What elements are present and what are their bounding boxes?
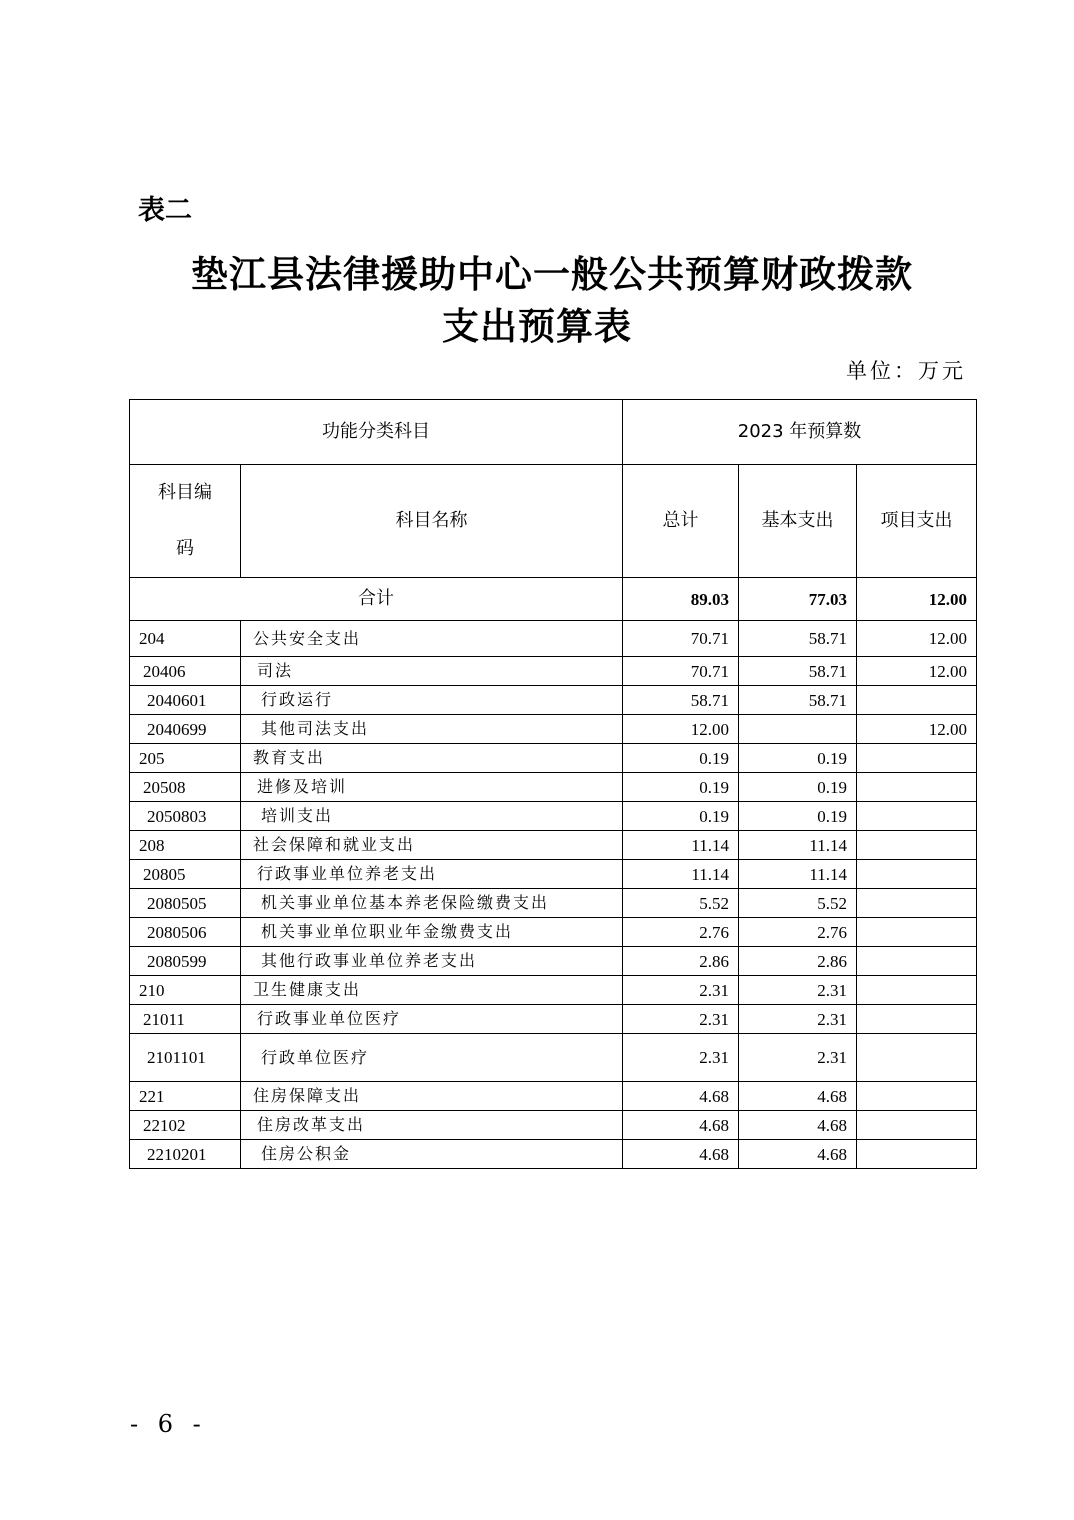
row-project: 12.00: [857, 621, 977, 657]
row-basic: 2.31: [739, 1034, 857, 1082]
row-basic: 4.68: [739, 1082, 857, 1111]
row-total: 2.86: [623, 947, 739, 976]
row-project: [857, 918, 977, 947]
row-basic: 58.71: [739, 657, 857, 686]
page-subtitle: 支出预算表: [442, 304, 632, 348]
row-name: 机关事业单位基本养老保险缴费支出: [241, 889, 623, 918]
header-total: 总计: [623, 465, 739, 578]
table-row: [130, 918, 977, 947]
row-basic: 11.14: [739, 860, 857, 889]
table-row: [130, 621, 977, 657]
row-basic: 2.31: [739, 1005, 857, 1034]
row-code: 20508: [130, 773, 241, 802]
table-row: [130, 1082, 977, 1111]
row-total: 0.19: [623, 802, 739, 831]
header-row-2: [130, 465, 977, 578]
header-budget-year: 2023 年预算数: [623, 400, 977, 465]
row-project: [857, 1140, 977, 1169]
table-row: [130, 1140, 977, 1169]
table-row: [130, 802, 977, 831]
row-basic: 4.68: [739, 1111, 857, 1140]
row-name: 培训支出: [241, 802, 623, 831]
unit-label: 单位：万元: [846, 359, 966, 383]
header-code: 科目编码: [130, 465, 241, 578]
row-name: 机关事业单位职业年金缴费支出: [241, 918, 623, 947]
row-total: 70.71: [623, 621, 739, 657]
row-code: 20805: [130, 860, 241, 889]
row-total: 12.00: [623, 715, 739, 744]
row-name: 行政事业单位养老支出: [241, 860, 623, 889]
header-function-category: 功能分类科目: [130, 400, 623, 465]
row-name: 社会保障和就业支出: [241, 831, 623, 860]
summary-basic: 77.03: [739, 578, 857, 621]
row-name: 行政单位医疗: [241, 1034, 623, 1082]
row-code: 205: [130, 744, 241, 773]
row-basic: 2.86: [739, 947, 857, 976]
row-name: 司法: [241, 657, 623, 686]
row-basic: 5.52: [739, 889, 857, 918]
row-code: 208: [130, 831, 241, 860]
table-row: [130, 831, 977, 860]
row-name: 住房改革支出: [241, 1111, 623, 1140]
table-row: [130, 1111, 977, 1140]
table-row: [130, 976, 977, 1005]
header-project: 项目支出: [857, 465, 977, 578]
row-total: 70.71: [623, 657, 739, 686]
page-title: 垫江县法律援助中心一般公共预算财政拨款: [191, 252, 913, 296]
row-project: [857, 802, 977, 831]
summary-total: 89.03: [623, 578, 739, 621]
summary-project: 12.00: [857, 578, 977, 621]
table-row: [130, 947, 977, 976]
row-total: 4.68: [623, 1111, 739, 1140]
row-project: [857, 860, 977, 889]
row-project: [857, 1005, 977, 1034]
row-basic: 11.14: [739, 831, 857, 860]
table-row: [130, 1034, 977, 1082]
row-name: 卫生健康支出: [241, 976, 623, 1005]
row-code: 2080505: [130, 889, 241, 918]
row-total: 11.14: [623, 831, 739, 860]
row-project: [857, 889, 977, 918]
page-number: - 6 -: [130, 1410, 207, 1438]
row-project: 12.00: [857, 715, 977, 744]
header-basic: 基本支出: [739, 465, 857, 578]
summary-row: [130, 578, 977, 621]
table-row: [130, 686, 977, 715]
row-total: 5.52: [623, 889, 739, 918]
row-project: [857, 1082, 977, 1111]
row-project: [857, 773, 977, 802]
table-label: 表二: [138, 195, 192, 226]
row-code: 2101101: [130, 1034, 241, 1082]
table-row: [130, 889, 977, 918]
row-project: [857, 686, 977, 715]
row-code: 210: [130, 976, 241, 1005]
header-name: 科目名称: [241, 465, 623, 578]
row-name: 住房保障支出: [241, 1082, 623, 1111]
row-total: 58.71: [623, 686, 739, 715]
header-row-1: [130, 400, 977, 465]
row-basic: 2.31: [739, 976, 857, 1005]
row-name: 其他司法支出: [241, 715, 623, 744]
budget-table: [129, 399, 977, 1169]
row-code: 221: [130, 1082, 241, 1111]
row-basic: 2.76: [739, 918, 857, 947]
row-name: 其他行政事业单位养老支出: [241, 947, 623, 976]
row-name: 教育支出: [241, 744, 623, 773]
row-basic: 58.71: [739, 621, 857, 657]
row-code: 2080506: [130, 918, 241, 947]
row-project: [857, 831, 977, 860]
row-total: 0.19: [623, 744, 739, 773]
row-code: 2040699: [130, 715, 241, 744]
summary-label: 合计: [130, 578, 623, 621]
row-code: 2040601: [130, 686, 241, 715]
table-row: [130, 860, 977, 889]
row-total: 2.31: [623, 1005, 739, 1034]
table-row: [130, 744, 977, 773]
row-total: 2.76: [623, 918, 739, 947]
row-name: 进修及培训: [241, 773, 623, 802]
row-total: 4.68: [623, 1140, 739, 1169]
row-code: 2050803: [130, 802, 241, 831]
row-project: [857, 947, 977, 976]
row-basic: [739, 715, 857, 744]
row-project: [857, 744, 977, 773]
row-total: 2.31: [623, 976, 739, 1005]
row-code: 2080599: [130, 947, 241, 976]
row-basic: 4.68: [739, 1140, 857, 1169]
row-basic: 58.71: [739, 686, 857, 715]
row-code: 21011: [130, 1005, 241, 1034]
row-basic: 0.19: [739, 802, 857, 831]
row-code: 2210201: [130, 1140, 241, 1169]
table-row: [130, 1005, 977, 1034]
row-project: [857, 1111, 977, 1140]
row-name: 行政运行: [241, 686, 623, 715]
row-total: 0.19: [623, 773, 739, 802]
row-name: 住房公积金: [241, 1140, 623, 1169]
row-basic: 0.19: [739, 744, 857, 773]
table-row: [130, 773, 977, 802]
row-project: [857, 976, 977, 1005]
row-name: 公共安全支出: [241, 621, 623, 657]
row-code: 22102: [130, 1111, 241, 1140]
table-row: [130, 657, 977, 686]
row-basic: 0.19: [739, 773, 857, 802]
row-code: 204: [130, 621, 241, 657]
row-total: 2.31: [623, 1034, 739, 1082]
row-project: [857, 1034, 977, 1082]
row-code: 20406: [130, 657, 241, 686]
row-project: 12.00: [857, 657, 977, 686]
row-total: 11.14: [623, 860, 739, 889]
row-total: 4.68: [623, 1082, 739, 1111]
table-row: [130, 715, 977, 744]
row-name: 行政事业单位医疗: [241, 1005, 623, 1034]
